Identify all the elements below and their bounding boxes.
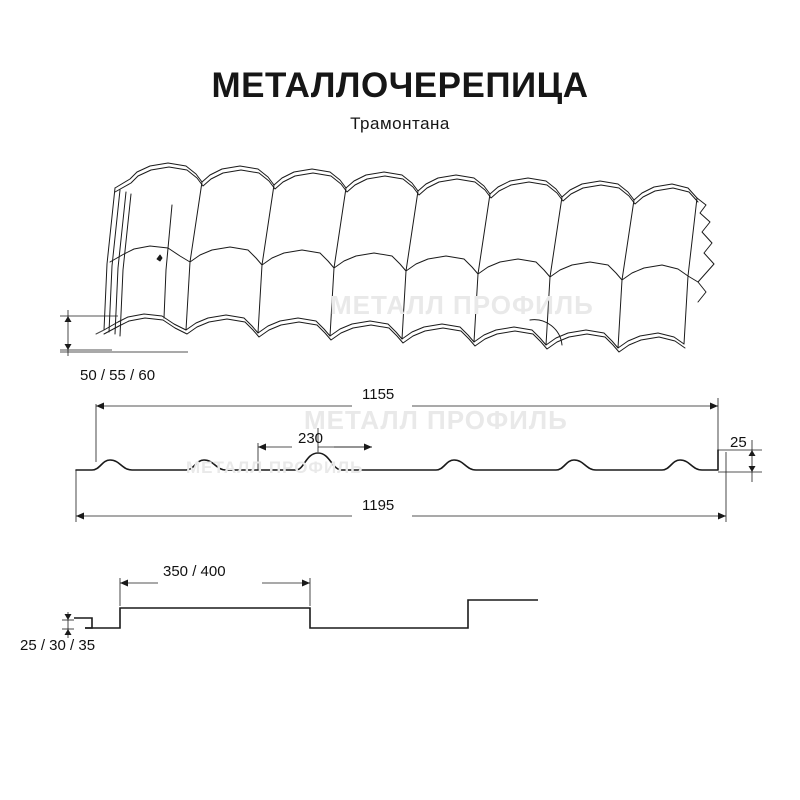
dimension-profile-height [60, 310, 188, 356]
label-step-length: 350 / 400 [163, 563, 226, 580]
label-useful-width: 1155 [362, 386, 395, 403]
label-total-width: 1195 [362, 497, 395, 514]
page-title: МЕТАЛЛОЧЕРЕПИЦА [211, 66, 589, 105]
perspective-view [96, 163, 714, 352]
cross-section-view [76, 450, 718, 470]
watermark-1: МЕТАЛЛ ПРОФИЛЬ [330, 290, 594, 320]
step-profile-view [74, 600, 538, 628]
label-step-height: 25 / 30 / 35 [20, 637, 96, 654]
watermark-2: МЕТАЛЛ ПРОФИЛЬ [304, 405, 568, 435]
label-rib-height: 25 [730, 434, 747, 451]
watermark-3: МЕТАЛЛ ПРОФИЛЬ [186, 458, 364, 477]
label-wave-pitch: 230 [298, 430, 324, 447]
label-profile-height: 50 / 55 / 60 [80, 367, 156, 384]
page-subtitle: Трамонтана [350, 114, 450, 133]
